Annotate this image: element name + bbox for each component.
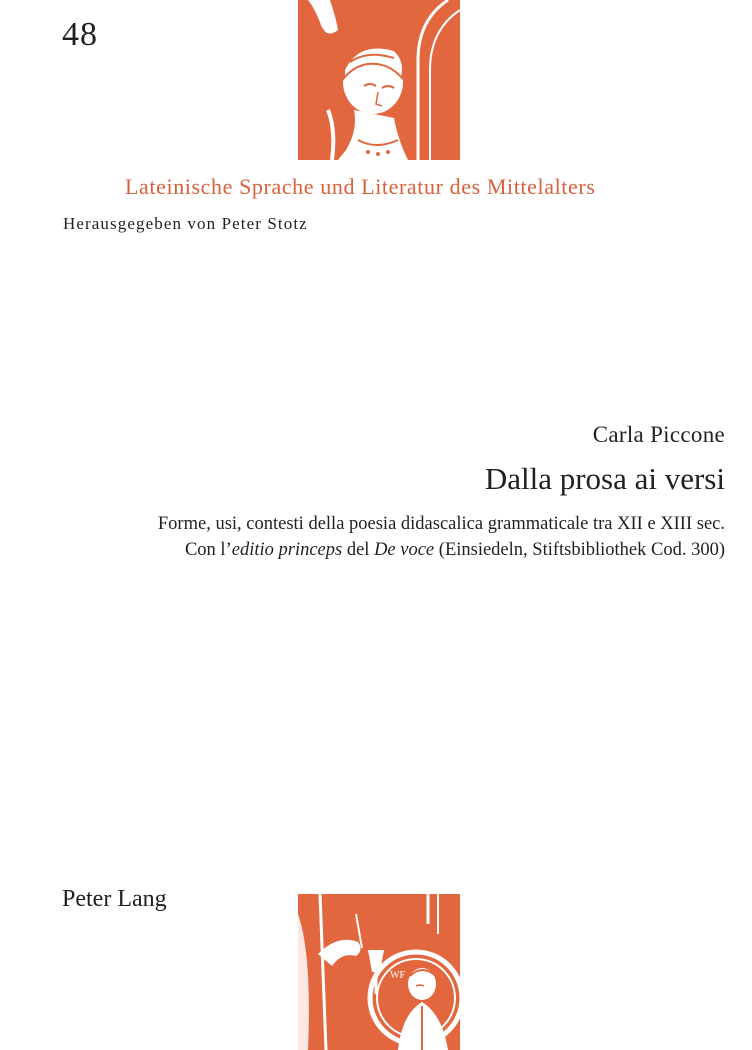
subtitle-italic-de-voce: De voce bbox=[374, 540, 435, 560]
publisher-name: Peter Lang bbox=[62, 886, 167, 912]
series-title: Lateinische Sprache und Literatur des Mittelalters bbox=[125, 174, 596, 199]
subtitle-text: del bbox=[342, 540, 375, 560]
subtitle-text: Con l’ bbox=[184, 540, 232, 560]
volume-number: 48 bbox=[62, 16, 98, 53]
subtitle-line-2 bbox=[85, 537, 725, 563]
svg-text:WF: WF bbox=[390, 970, 405, 981]
cover-illustration-bottom bbox=[298, 894, 460, 1050]
subtitle-italic-editio: editio princeps bbox=[231, 540, 343, 560]
book-subtitle bbox=[85, 511, 725, 563]
book-title: Dalla prosa ai versi bbox=[484, 461, 725, 496]
author-name: Carla Piccone bbox=[592, 422, 725, 447]
series-editor: Herausgegeben von Peter Stotz bbox=[63, 214, 308, 233]
medieval-scribe-illustration bbox=[298, 894, 460, 1050]
subtitle-text: (Einsiedeln, Stiftsbibliothek Cod. 300) bbox=[434, 540, 725, 560]
medieval-figure-illustration bbox=[298, 0, 460, 160]
subtitle-line-1: Forme, usi, contesti della poesia didascalica grammaticale tra XII e XIII sec. bbox=[157, 514, 725, 534]
cover-illustration-top bbox=[298, 0, 460, 160]
